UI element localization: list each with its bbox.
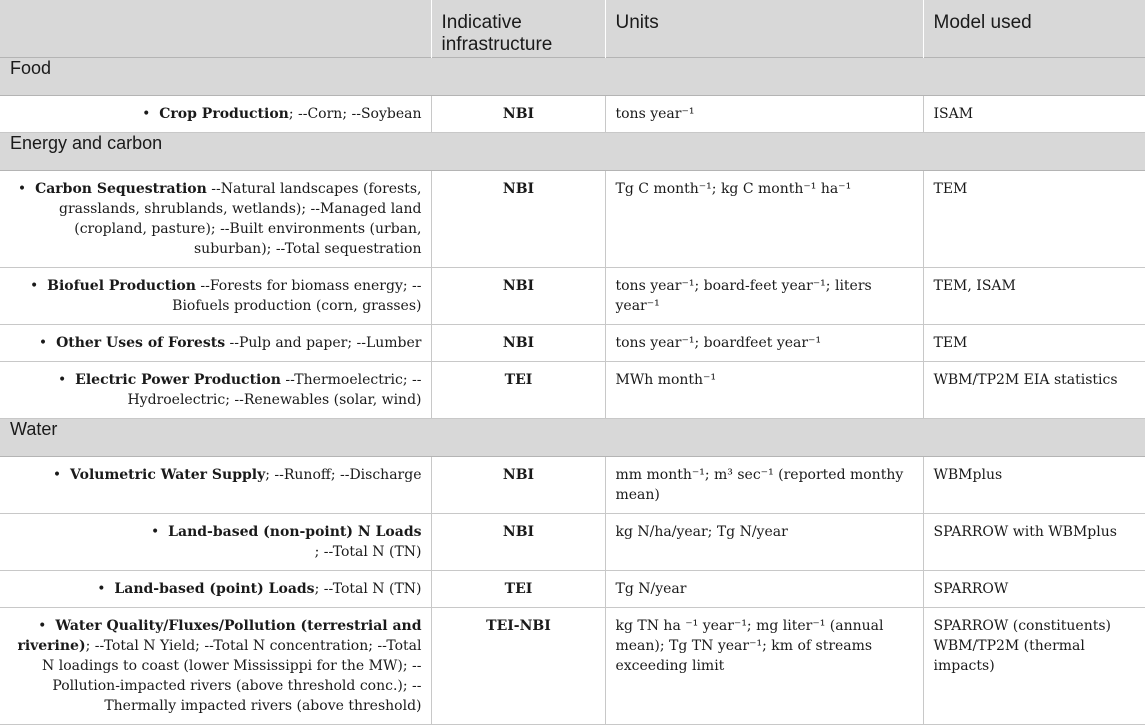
section-title: Food xyxy=(0,57,1145,95)
indicator-cell xyxy=(0,570,431,607)
units-cell: Tg N/year xyxy=(605,570,923,607)
bullet-icon: • xyxy=(142,105,151,122)
table-row xyxy=(0,170,1145,267)
section-title: Energy and carbon xyxy=(0,132,1145,170)
bullet-icon: • xyxy=(52,466,62,483)
model-cell: ISAM xyxy=(923,95,1145,132)
infrastructure-cell: NBI xyxy=(431,456,605,513)
section-food xyxy=(0,57,1145,95)
indicator-name: Biofuel Production xyxy=(47,277,196,294)
indicator-cell xyxy=(0,456,431,513)
table-row xyxy=(0,513,1145,570)
model-cell: TEM xyxy=(923,170,1145,267)
indicator-name: Other Uses of Forests xyxy=(56,334,226,351)
table-row xyxy=(0,324,1145,361)
indicator-cell xyxy=(0,267,431,324)
units-cell: MWh month⁻¹ xyxy=(605,361,923,418)
indicator-cell xyxy=(0,361,431,418)
infrastructure-cell: NBI xyxy=(431,324,605,361)
header-units: Units xyxy=(605,0,923,57)
indicator-cell xyxy=(0,607,431,724)
indicator-detail: ; --Runoff; --Discharge xyxy=(265,466,422,483)
units-cell: kg TN ha ⁻¹ year⁻¹; mg liter⁻¹ (annual mean); Tg TN year⁻¹; km of streams exceeding limit xyxy=(605,607,923,724)
indicator-detail: ; --Total N Yield; --Total N concentration; --Total N loadings to coast (lower Mississippi for the MW); --Pollution-impacted rivers (above threshold conc.); --Thermally impacted rivers (above threshold) xyxy=(42,637,422,714)
infrastructure-cell: NBI xyxy=(431,170,605,267)
model-cell: SPARROW with WBMplus xyxy=(923,513,1145,570)
table-row xyxy=(0,570,1145,607)
section-water xyxy=(0,418,1145,456)
indicator-name: Carbon Sequestration xyxy=(35,180,207,197)
infrastructure-cell: TEI xyxy=(431,361,605,418)
table-row xyxy=(0,361,1145,418)
units-cell: Tg C month⁻¹; kg C month⁻¹ ha⁻¹ xyxy=(605,170,923,267)
header-indicator xyxy=(0,0,431,57)
indicator-name: Electric Power Production xyxy=(75,371,281,388)
indicator-name: Land-based (point) Loads xyxy=(114,580,315,597)
model-cell: TEM, ISAM xyxy=(923,267,1145,324)
indicator-detail: ; --Total N (TN) xyxy=(314,580,422,597)
indicator-detail: ; --Corn; --Soybean xyxy=(288,105,422,122)
units-cell: mm month⁻¹; m³ sec⁻¹ (reported monthy mean) xyxy=(605,456,923,513)
units-cell: kg N/ha/year; Tg N/year xyxy=(605,513,923,570)
table-row xyxy=(0,95,1145,132)
infrastructure-cell: NBI xyxy=(431,95,605,132)
indicator-detail: --Forests for biomass energy; --Biofuels production (corn, grasses) xyxy=(172,277,422,314)
table-row xyxy=(0,456,1145,513)
model-cell: SPARROW xyxy=(923,570,1145,607)
infrastructure-cell: NBI xyxy=(431,267,605,324)
indicator-name: Crop Production xyxy=(159,105,289,122)
indicator-name: Land-based (non-point) N Loads xyxy=(168,523,422,540)
units-cell: tons year⁻¹; board-feet year⁻¹; liters year⁻¹ xyxy=(605,267,923,324)
indicator-name: Volumetric Water Supply xyxy=(70,466,266,483)
header-row xyxy=(0,0,1145,57)
model-cell: WBMplus xyxy=(923,456,1145,513)
bullet-icon: • xyxy=(38,334,48,351)
bullet-icon: • xyxy=(17,180,27,197)
section-title: Water xyxy=(0,418,1145,456)
infrastructure-cell: TEI xyxy=(431,570,605,607)
indicator-detail: --Thermoelectric; --Hydroelectric; --Renewables (solar, wind) xyxy=(127,371,422,408)
indicator-detail: --Natural landscapes (forests, grasslands, shrublands, wetlands); --Managed land (cropland, pasture); --Built environments (urban, suburban); --Total sequestration xyxy=(59,180,422,257)
model-cell: SPARROW (constituents) WBM/TP2M (thermal impacts) xyxy=(923,607,1145,724)
bullet-icon: • xyxy=(151,523,160,540)
indicator-cell xyxy=(0,513,431,570)
bullet-icon: • xyxy=(58,371,67,388)
infrastructure-cell: NBI xyxy=(431,513,605,570)
section-energy xyxy=(0,132,1145,170)
header-infrastructure: Indicative infrastructure xyxy=(431,0,605,57)
bullet-icon: • xyxy=(38,617,47,634)
model-cell: TEM xyxy=(923,324,1145,361)
infrastructure-cell: TEI-NBI xyxy=(431,607,605,724)
indicator-cell xyxy=(0,324,431,361)
indicator-cell xyxy=(0,170,431,267)
indicator-cell xyxy=(0,95,431,132)
model-cell: WBM/TP2M EIA statistics xyxy=(923,361,1145,418)
indicator-detail: ; --Total N (TN) xyxy=(314,543,422,560)
indicator-name: Water Quality/Fluxes/Pollution (terrestrial and riverine) xyxy=(17,617,422,654)
units-cell: tons year⁻¹; boardfeet year⁻¹ xyxy=(605,324,923,361)
indicator-detail: --Pulp and paper; --Lumber xyxy=(225,334,422,351)
bullet-icon: • xyxy=(97,580,106,597)
table-row xyxy=(0,267,1145,324)
table-row xyxy=(0,607,1145,724)
units-cell: tons year⁻¹ xyxy=(605,95,923,132)
bullet-icon: • xyxy=(29,277,39,294)
header-model: Model used xyxy=(923,0,1145,57)
